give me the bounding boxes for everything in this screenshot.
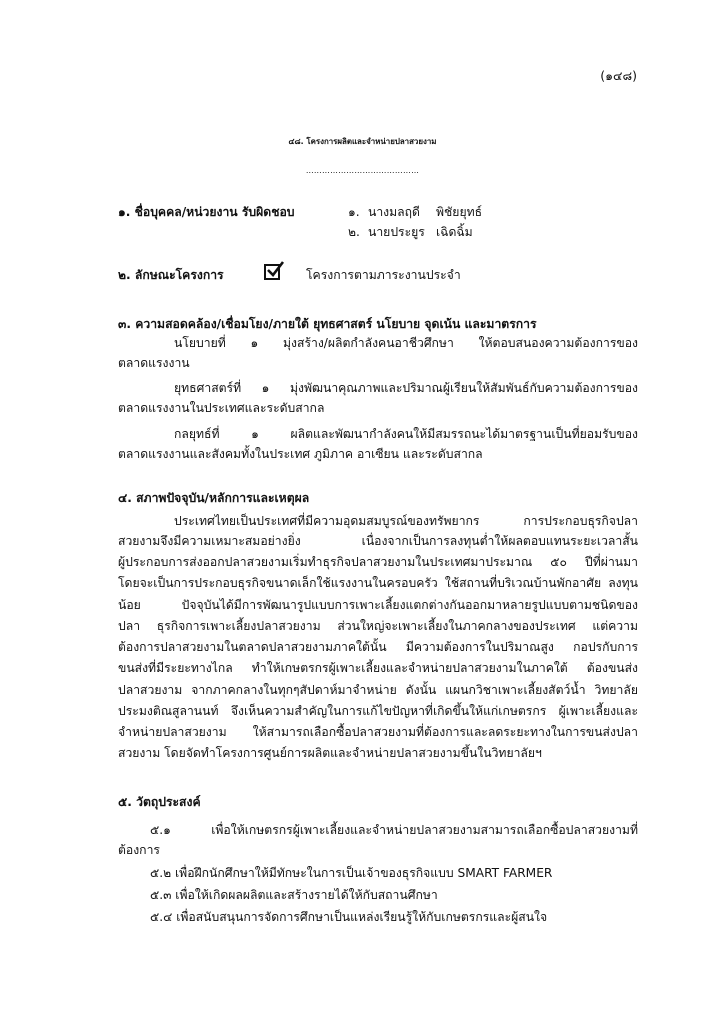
person1-number: ๑. xyxy=(348,205,360,219)
person2-surname: เฉิดฉิ้ม xyxy=(436,225,473,239)
section3-heading: ๓. ความสอดคล้อง/เชื่อมโยง/ภายใต้ ยุทธศาสตร์ นโยบาย จุดเน้น และมาตรการ xyxy=(118,317,537,331)
section4-line: ประเทศไทยเป็นประเทศที่มีความอุดมสมบูรณ์ของทรัพยากร การประกอบธุรกิจปลา xyxy=(174,514,638,528)
checked-checkbox-icon xyxy=(264,264,280,280)
section4-line: ปลาสวยงาม จากภาคกลางในทุกๆสัปดาห์มาจำหน่าย ดังนั้น แผนกวิชาเพาะเลี้ยงสัตว์น้ำ วิทยาลัย xyxy=(118,683,638,697)
section4-line: ต้องการปลาสวยงามในตลาดปลาสวยงามภาคใต้นั้น มีความต้องการในปริมาณสูง กอปรกับการ xyxy=(118,640,638,654)
section4-line: ประมงติณสูลานนท์ จึงเห็นความสำคัญในการแก้ไขปัญหาที่เกิดขึ้นให้แก่เกษตรกร ผู้เพาะเลี้ยงและ xyxy=(118,704,638,718)
objective-item: ๕.๑ เพื่อให้เกษตรกรผู้เพาะเลี้ยงและจำหน่ายปลาสวยงามสามารถเลือกซื้อปลาสวยงามที่ xyxy=(150,823,638,837)
section4-heading: ๔. สภาพปัจจุบัน/หลักการและเหตุผล xyxy=(118,491,310,505)
section1-heading: ๑. ชื่อบุคคล/หน่วยงาน รับผิดชอบ xyxy=(118,205,295,219)
section4-line: จำหน่ายปลาสวยงาม ให้สามารถเลือกซื้อปลาสวยงามที่ต้องการและลดระยะทางในการขนส่งปลา xyxy=(118,725,638,739)
title-dotted-underline: …………………………………… xyxy=(305,166,420,175)
section4-line: โดยจะเป็นการประกอบธุรกิจขนาดเล็กใช้แรงงานในครอบครัว ใช้สถานที่บริเวณบ้านพักอาศัย ลงทุน xyxy=(118,576,638,590)
section3-line: ตลาดแรงงานและสังคมทั้งในประเทศ ภูมิภาค อาเซียน และระดับสากล xyxy=(118,447,483,461)
section5-heading: ๕. วัตถุประสงค์ xyxy=(118,795,201,809)
objective-item: ต้องการ xyxy=(118,843,160,857)
section4-line: ขนส่งที่มีระยะทางไกล ทำให้เกษตรกรผู้เพาะเลี้ยงและจำหน่ายปลาสวยงามในภาคใต้ ต้องขนส่ง xyxy=(118,661,638,675)
section2-heading: ๒. ลักษณะโครงการ xyxy=(118,268,224,282)
person1-name: นางมลฤดี xyxy=(368,205,420,219)
person2-number: ๒. xyxy=(348,225,360,239)
project-title: ๔๘. โครงการผลิตและจำหน่ายปลาสวยงาม xyxy=(288,137,437,146)
person2-name: นายประยูร xyxy=(368,225,425,239)
section4-line: น้อย ปัจจุบันได้มีการพัฒนารูปแบบการเพาะเลี้ยงแตกต่างกันออกมาหลายรูปแบบตามชนิดของ xyxy=(118,598,638,612)
objective-item: ๕.๔ เพื่อสนับสนุนการจัดการศึกษาเป็นแหล่งเรียนรู้ให้กับเกษตรกรและผู้สนใจ xyxy=(150,910,548,924)
section4-line: สวยงามจึงมีความเหมาะสมอย่างยิ่ง เนื่องจากเป็นการลงทุนต่ำให้ผลตอบแทนระยะเวลาสั้น xyxy=(118,534,638,548)
page-number: (๑๔๘) xyxy=(600,68,637,83)
section3-line: ตลาดแรงงาน xyxy=(118,356,190,370)
section3-line: ตลาดแรงงานในประเทศและระดับสากล xyxy=(118,401,325,415)
section4-line: ปลา ธุรกิจการเพาะเลี้ยงปลาสวยงาม ส่วนใหญ่จะเพาะเลี้ยงในภาคกลางของประเทศ แต่ความ xyxy=(118,619,638,633)
objective-item: ๕.๒ เพื่อฝึกนักศึกษาให้มีทักษะในการเป็นเจ้าของธุรกิจแบบ SMART FARMER xyxy=(150,866,553,880)
objective-item: ๕.๓ เพื่อให้เกิดผลผลิตและสร้างรายได้ให้กับสถานศึกษา xyxy=(150,888,438,902)
project-type-label: โครงการตามภาระงานประจำ xyxy=(306,268,461,282)
section3-line: กลยุทธ์ที่ ๑ ผลิตและพัฒนากำลังคนให้มีสมรรถนะได้มาตรฐานเป็นที่ยอมรับของ xyxy=(174,427,638,441)
section3-line: ยุทธศาสตร์ที่ ๑ มุ่งพัฒนาคุณภาพและปริมาณผู้เรียนให้สัมพันธ์กับความต้องการของ xyxy=(174,381,638,395)
section4-line: สวยงาม โดยจัดทำโครงการศูนย์การผลิตและจำหน่ายปลาสวยงามขึ้นในวิทยาลัยฯ xyxy=(118,746,542,760)
person1-surname: พิชัยยุทธ์ xyxy=(436,205,483,219)
section3-line: นโยบายที่ ๑ มุ่งสร้าง/ผลิตกำลังคนอาชีวศึกษา ให้ตอบสนองความต้องการของ xyxy=(174,336,638,350)
section4-line: ผู้ประกอบการส่งออกปลาสวยงามเริ่มทำธุรกิจปลาสวยงามในประเทศมาประมาณ ๕๐ ปีที่ผ่านมา xyxy=(118,555,638,569)
